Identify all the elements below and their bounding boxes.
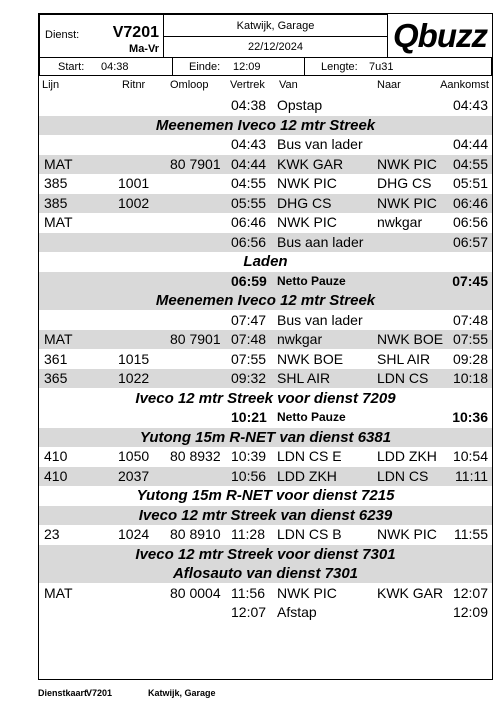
cell-aankomst: 06:46 [452,195,488,211]
footer-label: Dienstkaart [38,688,88,698]
einde-label: Einde: [189,61,221,73]
trip-row [39,96,492,115]
cell-lijn: 23 [44,526,60,542]
cell-ritnr: 1050 [118,448,150,464]
cell-lijn: 385 [44,195,68,211]
cell-lijn: 385 [44,175,68,191]
cell-omloop: 80 7901 [170,156,221,172]
cell-van: NWK PIC [277,175,337,191]
pause-end: 07:45 [452,273,488,289]
col-van: Van [279,79,298,91]
trip-row [39,330,492,349]
start-box [39,57,173,76]
trip-row [39,233,492,252]
cell-naar: NWK PIC [377,526,437,542]
cell-aankomst: 09:28 [452,351,488,367]
cell-aankomst: 06:56 [452,214,488,230]
cell-ritnr: 1024 [118,526,150,542]
cell-vertrek: 04:43 [231,136,267,152]
cell-omloop: 80 8932 [170,448,221,464]
cell-vertrek: 09:32 [231,370,267,386]
einde-value: 12:09 [233,61,261,73]
cell-ritnr: 1002 [118,195,150,211]
cell-omloop: 80 8910 [170,526,221,542]
cell-naar: DHG CS [377,175,432,191]
cell-lijn: 410 [44,468,68,484]
trip-row [39,603,492,622]
cell-naar: LDD ZKH [377,448,437,464]
cell-aankomst: 12:09 [452,604,488,620]
cell-van: NWK BOE [277,351,344,367]
cell-aankomst: 07:55 [452,331,488,347]
col-lijn: Lijn [42,79,60,91]
cell-vertrek: 05:55 [231,195,267,211]
cell-aankomst: 11:11 [455,468,488,484]
cell-aankomst: 11:55 [454,526,488,542]
pause-start: 06:59 [231,273,267,289]
trip-row [39,135,492,154]
trip-row [39,155,492,174]
trip-row [39,174,492,193]
cell-aankomst: 12:07 [452,585,488,601]
cell-lijn: MAT [44,214,73,230]
logo-text: Qbuzz [393,17,487,54]
cell-vertrek: 07:47 [231,312,267,328]
col-aankomst: Aankomst [440,79,489,91]
cell-aankomst: 04:43 [452,97,488,113]
pause-label: Netto Pauze [277,410,346,424]
location-box [163,14,388,37]
col-omloop: Omloop [170,79,209,91]
section-heading: Yutong 15m R-NET van dienst 6381 [39,428,492,447]
dienst-days: Ma-Vr [129,43,159,55]
cell-lijn: 365 [44,370,68,386]
footer-dienst: V7201 [86,688,113,698]
cell-lijn: MAT [44,331,73,347]
cell-ritnr: 1001 [118,175,150,191]
pause-end: 10:36 [452,409,488,425]
cell-vertrek: 11:56 [231,585,265,601]
cell-van: NWK PIC [277,214,337,230]
cell-van: LDD ZKH [277,468,337,484]
cell-lijn: 410 [44,448,68,464]
cell-van: nwkgar [277,331,323,347]
cell-vertrek: 06:56 [231,234,267,250]
section-heading: Laden [243,253,288,270]
cell-naar: KWK GAR [377,585,444,601]
date-text: 22/12/2024 [247,41,304,53]
cell-naar: NWK BOE [377,331,444,347]
trip-row [39,447,492,466]
duty-card [38,13,493,680]
cell-van: Opstap [277,97,323,113]
cell-naar: SHL AIR [377,351,431,367]
cell-naar: nwkgar [377,214,423,230]
cell-van: LDN CS E [277,448,342,464]
cell-van: Afstap [277,604,317,620]
section-heading: Yutong 15m R-NET voor dienst 7215 [136,487,395,504]
cell-vertrek: 10:56 [231,468,267,484]
cell-ritnr: 1015 [118,351,150,367]
trip-row [39,311,492,330]
cell-van: Bus van lader [277,136,363,152]
column-headers [39,79,492,93]
cell-van: NWK PIC [277,585,337,601]
cell-vertrek: 07:55 [231,351,267,367]
trip-row [39,467,492,486]
cell-vertrek: 11:28 [231,526,265,542]
start-label: Start: [58,61,85,73]
trip-row [39,584,492,603]
section-heading: Iveco 12 mtr Streek voor dienst 7209 [135,390,396,407]
cell-aankomst: 06:57 [452,234,488,250]
pause-row [39,272,492,291]
section-heading: Meenemen Iveco 12 mtr Streek [39,116,492,135]
cell-van: KWK GAR [277,156,344,172]
col-ritnr: Ritnr [122,79,146,91]
lengte-value: 7u31 [369,61,394,73]
cell-ritnr: 1022 [118,370,150,386]
cell-omloop: 80 7901 [170,331,221,347]
section-heading: Meenemen Iveco 12 mtr Streek [39,291,492,310]
date-box [163,36,388,58]
schedule-table [39,96,492,661]
cell-aankomst: 04:44 [452,136,488,152]
cell-naar: NWK PIC [377,195,437,211]
cell-naar: LDN CS [377,370,429,386]
cell-vertrek: 04:55 [231,175,267,191]
cell-vertrek: 12:07 [231,604,267,620]
lengte-box [304,57,492,76]
einde-box [172,57,305,76]
footer-location: Katwijk, Garage [148,688,216,698]
trip-row [39,194,492,213]
cell-lijn: 361 [44,351,68,367]
dienst-label: Dienst: [45,29,80,41]
cell-naar: LDN CS [377,468,429,484]
section-heading: Iveco 12 mtr Streek van dienst 6239 [39,506,492,525]
cell-naar: NWK PIC [377,156,437,172]
pause-start: 10:21 [231,409,267,425]
cell-omloop: 80 0004 [170,585,221,601]
section-heading: Aflosauto van dienst 7301 [39,564,492,583]
cell-vertrek: 04:44 [231,156,267,172]
col-naar: Naar [377,79,401,91]
cell-van: SHL AIR [277,370,331,386]
cell-aankomst: 04:55 [452,156,488,172]
section-heading: Iveco 12 mtr Streek voor dienst 7301 [39,545,492,564]
trip-row [39,213,492,232]
col-vertrek: Vertrek [230,79,265,91]
lengte-label: Lengte: [321,61,358,73]
pause-row [39,408,492,427]
cell-van: Bus van lader [277,312,363,328]
pause-label: Netto Pauze [277,274,346,288]
cell-lijn: MAT [44,156,73,172]
cell-aankomst: 10:54 [452,448,488,464]
cell-vertrek: 10:39 [231,448,267,464]
cell-vertrek: 04:38 [231,97,267,113]
qbuzz-logo [389,14,492,58]
cell-ritnr: 2037 [118,468,150,484]
duty-number-box [39,14,164,58]
cell-aankomst: 07:48 [452,312,488,328]
trip-row [39,350,492,369]
cell-van: LDN CS B [277,526,342,542]
dienst-number: V7201 [112,24,159,41]
trip-row [39,369,492,388]
cell-aankomst: 05:51 [452,175,488,191]
location-text: Katwijk, Garage [236,20,315,32]
start-value: 04:38 [101,61,129,73]
cell-van: DHG CS [277,195,332,211]
cell-van: Bus aan lader [277,234,364,250]
cell-vertrek: 06:46 [231,214,267,230]
cell-lijn: MAT [44,585,73,601]
cell-aankomst: 10:18 [452,370,488,386]
cell-vertrek: 07:48 [231,331,267,347]
trip-row [39,525,492,544]
